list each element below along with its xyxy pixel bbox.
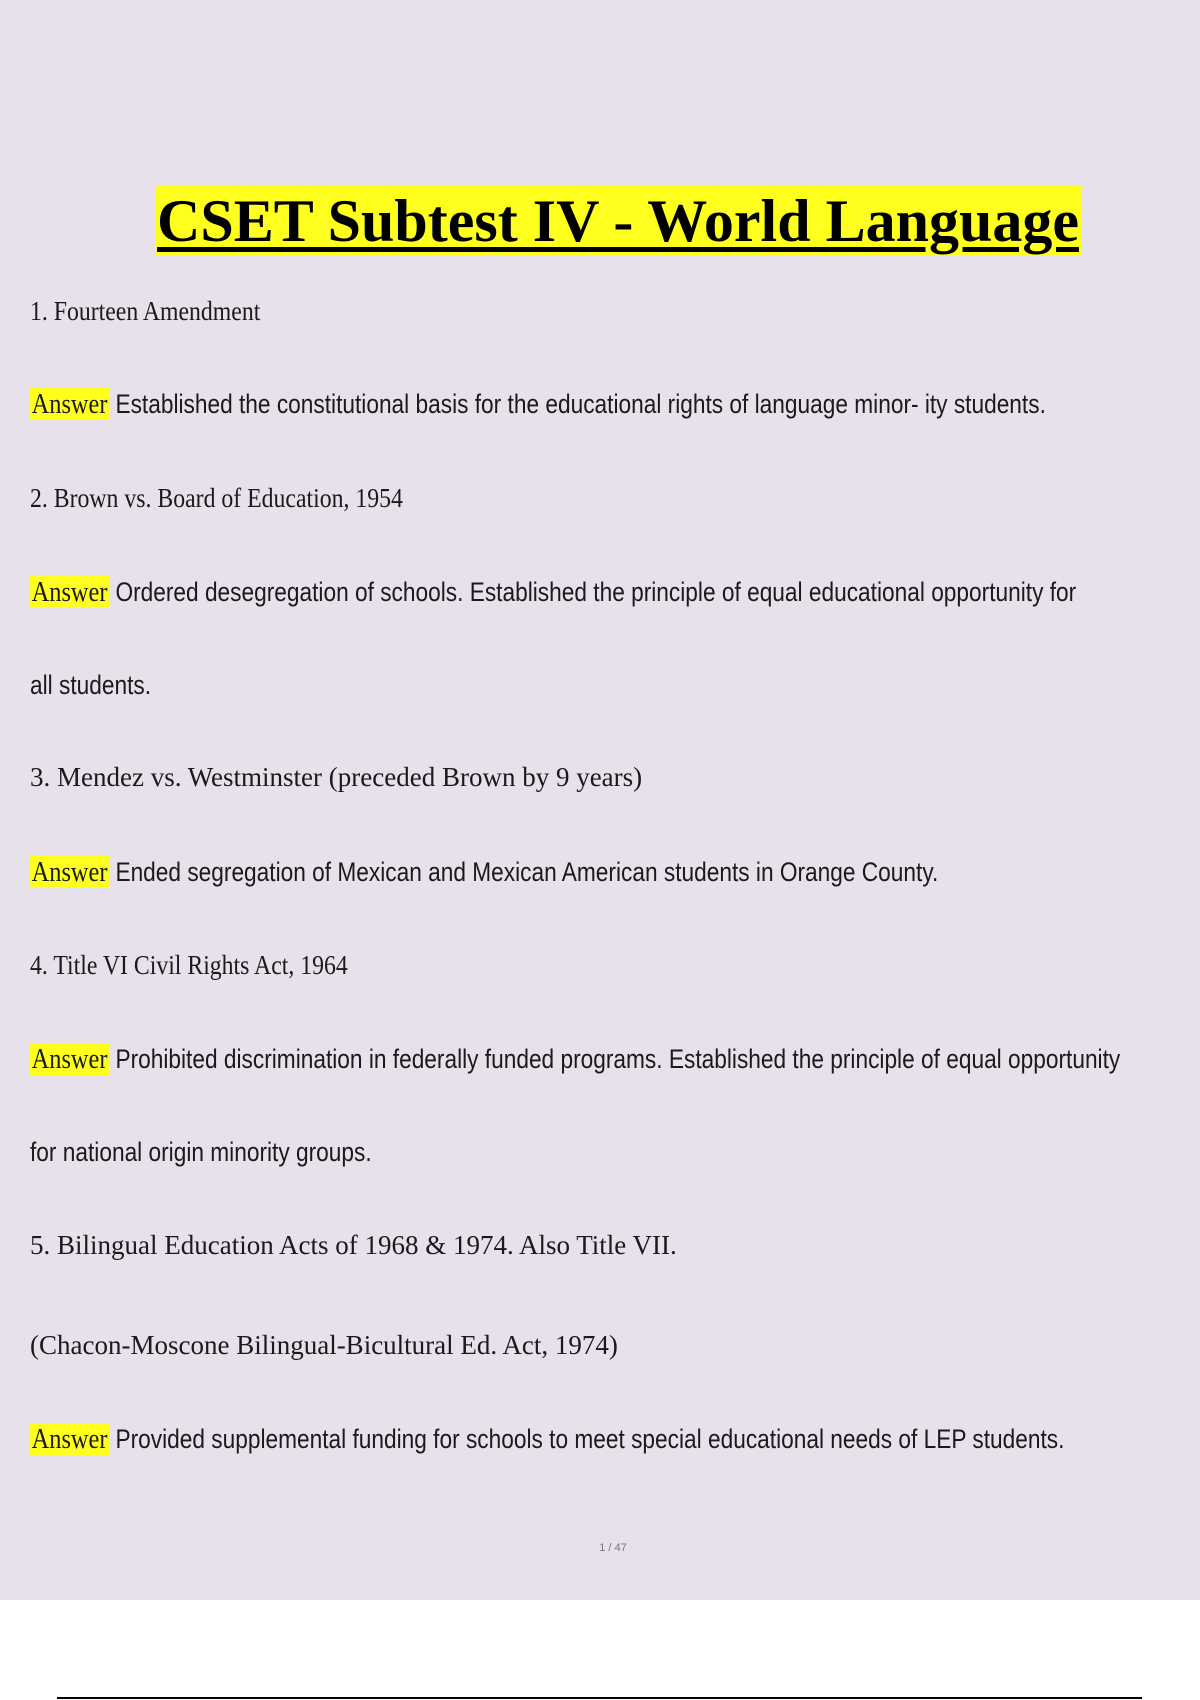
answer-label: Answer: [31, 576, 108, 608]
title-wrapper: [0, 186, 1200, 256]
question-5-subtitle: (Chacon-Moscone Bilingual-Bicultural Ed. Act, 1974): [30, 1330, 618, 1360]
answer-label: Answer: [31, 856, 108, 888]
answer-3: [30, 856, 938, 889]
answer-5: [30, 1423, 1064, 1456]
answer-4-text: Prohibited discrimination in federally funded programs. Established the principle of equal opportunity: [115, 1044, 1121, 1074]
document-title: CSET Subtest IV - World Language: [157, 188, 1079, 254]
answer-5-text: Provided supplemental funding for schools to meet special educational needs of LEP students.: [115, 1424, 1065, 1454]
answer-1: [30, 388, 1046, 421]
answer-2-text: Ordered desegregation of schools. Established the principle of equal educational opportunity for: [115, 577, 1077, 607]
answer-3-text: Ended segregation of Mexican and Mexican American students in Orange County.: [115, 857, 939, 887]
answer-1-text: Established the constitutional basis for the educational rights of language minor- ity students.: [115, 389, 1046, 419]
answer-label: Answer: [31, 388, 108, 420]
question-3: 3. Mendez vs. Westminster (preceded Brown by 9 years): [30, 762, 643, 792]
answer-label: Answer: [31, 1423, 108, 1455]
question-4: 4. Title VI Civil Rights Act, 1964: [30, 950, 348, 980]
page-number: 1 / 47: [599, 1542, 627, 1554]
answer-4: [30, 1043, 1120, 1076]
question-5: 5. Bilingual Education Acts of 1968 & 1974. Also Title VII.: [30, 1230, 677, 1260]
answer-2-continuation: all students.: [30, 670, 152, 700]
answer-4-continuation: for national origin minority groups.: [30, 1137, 372, 1167]
question-2: 2. Brown vs. Board of Education, 1954: [30, 483, 403, 513]
answer-label: Answer: [31, 1043, 108, 1075]
question-1: 1. Fourteen Amendment: [30, 296, 261, 326]
answer-2: [30, 576, 1076, 609]
footer-divider: [57, 1697, 1142, 1699]
